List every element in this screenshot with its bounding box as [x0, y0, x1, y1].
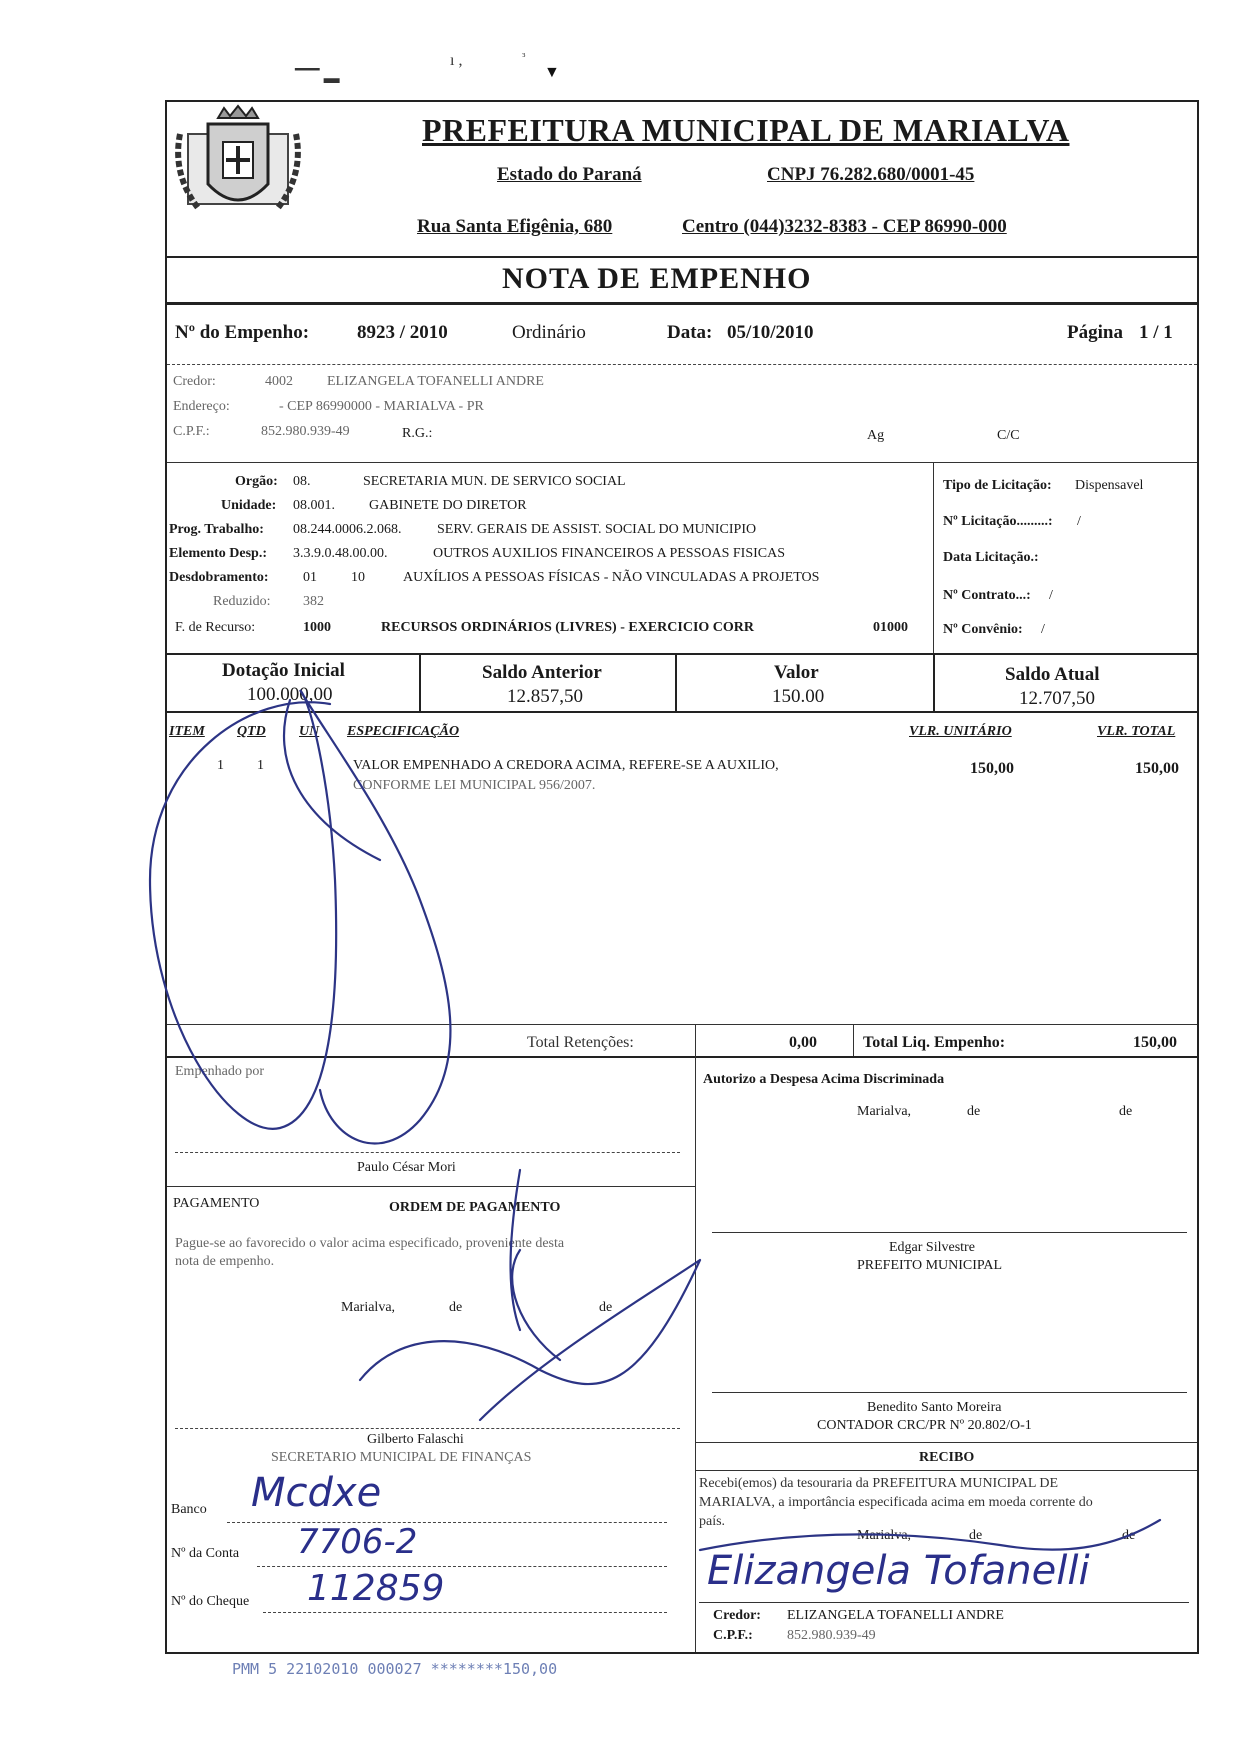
valor-label: Valor: [774, 662, 819, 683]
contador-cargo: CONTADOR CRC/PR Nº 20.802/O-1: [817, 1418, 1032, 1433]
saldo-anterior-value: 12.857,50: [507, 686, 583, 707]
licitacao-date-label: Data Licitação.:: [943, 550, 1039, 565]
contrato-value: /: [1049, 588, 1053, 603]
rg-label: R.G.:: [402, 426, 433, 441]
prefeito-cargo: PREFEITO MUNICIPAL: [857, 1258, 1003, 1273]
col-unit: VLR. UNITÁRIO: [909, 724, 1012, 739]
orgao-code: 08.: [293, 474, 311, 489]
saldo-anterior-label: Saldo Anterior: [482, 662, 602, 683]
saldo-atual-value: 12.707,50: [1019, 688, 1095, 709]
prog-code: 08.244.0006.2.068.: [293, 522, 402, 537]
autorizo-de-2: de: [1119, 1104, 1133, 1119]
credor-name: ELIZANGELA TOFANELLI ANDRE: [327, 374, 544, 389]
empenho-type: Ordinário: [512, 322, 586, 343]
scan-mark: ▼: [544, 64, 560, 81]
recurso-label: F. de Recurso:: [175, 620, 256, 635]
scan-mark: ᶟ: [522, 50, 526, 65]
cheque-value: 112859: [307, 1568, 445, 1609]
reduzido-value: 382: [303, 594, 324, 609]
row-desc-line2: CONFORME LEI MUNICIPAL 956/2007.: [353, 778, 596, 793]
prefeito-nome: Edgar Silvestre: [889, 1240, 975, 1255]
recurso-number: 01000: [873, 620, 908, 635]
retencoes-value: 0,00: [789, 1034, 817, 1051]
recibo-local: Marialva,: [857, 1528, 912, 1543]
licitacao-number-label: Nº Licitação.........:: [943, 514, 1053, 529]
state-label: Estado do Paraná: [497, 164, 642, 185]
scan-mark: ı ,: [450, 52, 463, 69]
recibo-texto-2: MARIALVA, a importância especificada acima em moeda corrente do: [699, 1495, 1093, 1510]
unidade-code: 08.001.: [293, 498, 335, 513]
licitacao-number: /: [1077, 514, 1081, 529]
scan-mark: ▔▔ ▬: [295, 70, 340, 87]
unidade-label: Unidade:: [221, 498, 277, 513]
convenio-value: /: [1041, 622, 1045, 637]
row-item: 1: [217, 758, 224, 773]
page-label: Página: [1067, 322, 1123, 343]
col-total: VLR. TOTAL: [1097, 724, 1176, 739]
recibo-de-2: de: [1122, 1528, 1136, 1543]
orgao-value: SECRETARIA MUN. DE SERVICO SOCIAL: [363, 474, 626, 489]
secretario-nome: Gilberto Falaschi: [367, 1432, 464, 1447]
empenhado-nome: Paulo César Mori: [357, 1160, 456, 1175]
cheque-label: Nº do Cheque: [171, 1594, 250, 1609]
dotacao-label: Dotação Inicial: [222, 660, 345, 681]
account-label: C/C: [997, 428, 1020, 443]
cpf-value: 852.980.939-49: [261, 424, 350, 439]
elemento-value: OUTROS AUXILIOS FINANCEIROS A PESSOAS FISICAS: [433, 546, 786, 561]
valor-value: 150.00: [772, 686, 825, 707]
empenho-signature-mark: [150, 690, 450, 1143]
credor-label: Credor:: [173, 374, 216, 389]
contact-label: Centro (044)3232-8383 - CEP 86990-000: [682, 216, 1007, 237]
reduzido-label: Reduzido:: [213, 594, 271, 609]
secretario-signature-mark: [360, 1170, 700, 1420]
autorizo-label: Autorizo a Despesa Acima Discriminada: [703, 1072, 945, 1087]
document-title: NOTA DE EMPENHO: [502, 262, 812, 295]
cnpj-label: CNPJ 76.282.680/0001-45: [767, 164, 975, 185]
unidade-value: GABINETE DO DIRETOR: [369, 498, 527, 513]
prog-label: Prog. Trabalho:: [169, 522, 264, 537]
col-un: UN: [299, 724, 320, 739]
empenho-number: 8923 / 2010: [357, 322, 448, 343]
pagamento-label: PAGAMENTO: [173, 1196, 260, 1211]
empenho-number-label: Nº do Empenho:: [175, 322, 310, 343]
empenhado-label: Empenhado por: [175, 1064, 265, 1079]
liquido-label: Total Liq. Empenho:: [863, 1034, 1006, 1051]
contrato-label: Nº Contrato...:: [943, 588, 1031, 603]
saldo-atual-label: Saldo Atual: [1005, 664, 1100, 685]
recibo-cpf-value: 852.980.939-49: [787, 1628, 876, 1643]
recibo-label: RECIBO: [919, 1450, 975, 1465]
dotacao-value: 100.000,00: [247, 684, 333, 705]
recibo-signature: Elizangela Tofanelli: [707, 1548, 1090, 1594]
conta-label: Nº da Conta: [171, 1546, 240, 1561]
credor-code: 4002: [265, 374, 293, 389]
row-desc-line1: VALOR EMPENHADO A CREDORA ACIMA, REFERE-SE A AUXILIO,: [353, 758, 779, 773]
prog-value: SERV. GERAIS DE ASSIST. SOCIAL DO MUNICIPIO: [437, 522, 757, 537]
recurso-code: 1000: [303, 620, 331, 635]
col-especificacao: ESPECIFICAÇÃO: [347, 724, 460, 739]
address-label: Rua Santa Efigênia, 680: [417, 216, 613, 237]
autenticacao-stamp: PMM 5 22102010 000027 ********150,00: [232, 1660, 558, 1678]
desdobramento-label: Desdobramento:: [169, 570, 269, 585]
page-title: PREFEITURA MUNICIPAL DE MARIALVA: [422, 112, 1070, 148]
pagamento-local: Marialva,: [341, 1300, 396, 1315]
agency-label: Ag: [867, 428, 885, 443]
col-qtd: QTD: [237, 724, 266, 739]
desdobramento-value: AUXÍLIOS A PESSOAS FÍSICAS - NÃO VINCULADAS A PROJETOS: [403, 570, 820, 585]
liquido-value: 150,00: [1133, 1034, 1177, 1051]
secretario-cargo: SECRETARIO MUNICIPAL DE FINANÇAS: [271, 1450, 532, 1465]
recibo-credor-label: Credor:: [713, 1608, 761, 1623]
pagamento-texto-2: nota de empenho.: [175, 1254, 275, 1269]
elemento-code: 3.3.9.0.48.00.00.: [293, 546, 388, 561]
recibo-de-1: de: [969, 1528, 983, 1543]
recibo-cpf-label: C.P.F.:: [713, 1628, 753, 1643]
pagamento-de-2: de: [599, 1300, 613, 1315]
tipo-licitacao-label: Tipo de Licitação:: [943, 478, 1052, 493]
date-label: Data:: [667, 322, 713, 343]
contador-nome: Benedito Santo Moreira: [867, 1400, 1002, 1415]
page-number: 1 / 1: [1139, 322, 1173, 343]
retencoes-label: Total Retenções:: [527, 1034, 634, 1051]
recurso-value: RECURSOS ORDINÁRIOS (LIVRES) - EXERCICIO CORR: [381, 620, 754, 635]
orgao-label: Orgão:: [235, 474, 278, 489]
cpf-label: C.P.F.:: [173, 424, 210, 439]
endereco-value: - CEP 86990000 - MARIALVA - PR: [279, 399, 484, 414]
conta-value: 7706-2: [297, 1522, 418, 1562]
recibo-texto-3: país.: [699, 1514, 726, 1529]
row-unit-value: 150,00: [970, 760, 1014, 777]
convenio-label: Nº Convênio:: [943, 622, 1023, 637]
desdobramento-a: 01: [303, 570, 317, 585]
pagamento-texto-1: Pague-se ao favorecido o valor acima especificado, proveniente desta: [175, 1236, 565, 1251]
recibo-credor-value: ELIZANGELA TOFANELLI ANDRE: [787, 1608, 1004, 1623]
row-total-value: 150,00: [1135, 760, 1179, 777]
tipo-licitacao-value: Dispensavel: [1075, 478, 1144, 493]
banco-label: Banco: [171, 1502, 207, 1517]
ordem-pagamento-label: ORDEM DE PAGAMENTO: [389, 1200, 561, 1215]
elemento-label: Elemento Desp.:: [169, 546, 267, 561]
recibo-texto-1: Recebi(emos) da tesouraria da PREFEITURA MUNICIPAL DE: [699, 1476, 1059, 1491]
desdobramento-b: 10: [351, 570, 365, 585]
banco-value: Mcdxe: [251, 1470, 382, 1516]
empenho-date: 05/10/2010: [727, 322, 814, 343]
endereco-label: Endereço:: [173, 399, 230, 414]
recibo-signature-mark: [700, 1520, 1160, 1550]
pagamento-de-1: de: [449, 1300, 463, 1315]
col-item: ITEM: [169, 724, 205, 739]
autorizo-local: Marialva,: [857, 1104, 912, 1119]
autorizo-de-1: de: [967, 1104, 981, 1119]
row-qtd: 1: [257, 758, 264, 773]
